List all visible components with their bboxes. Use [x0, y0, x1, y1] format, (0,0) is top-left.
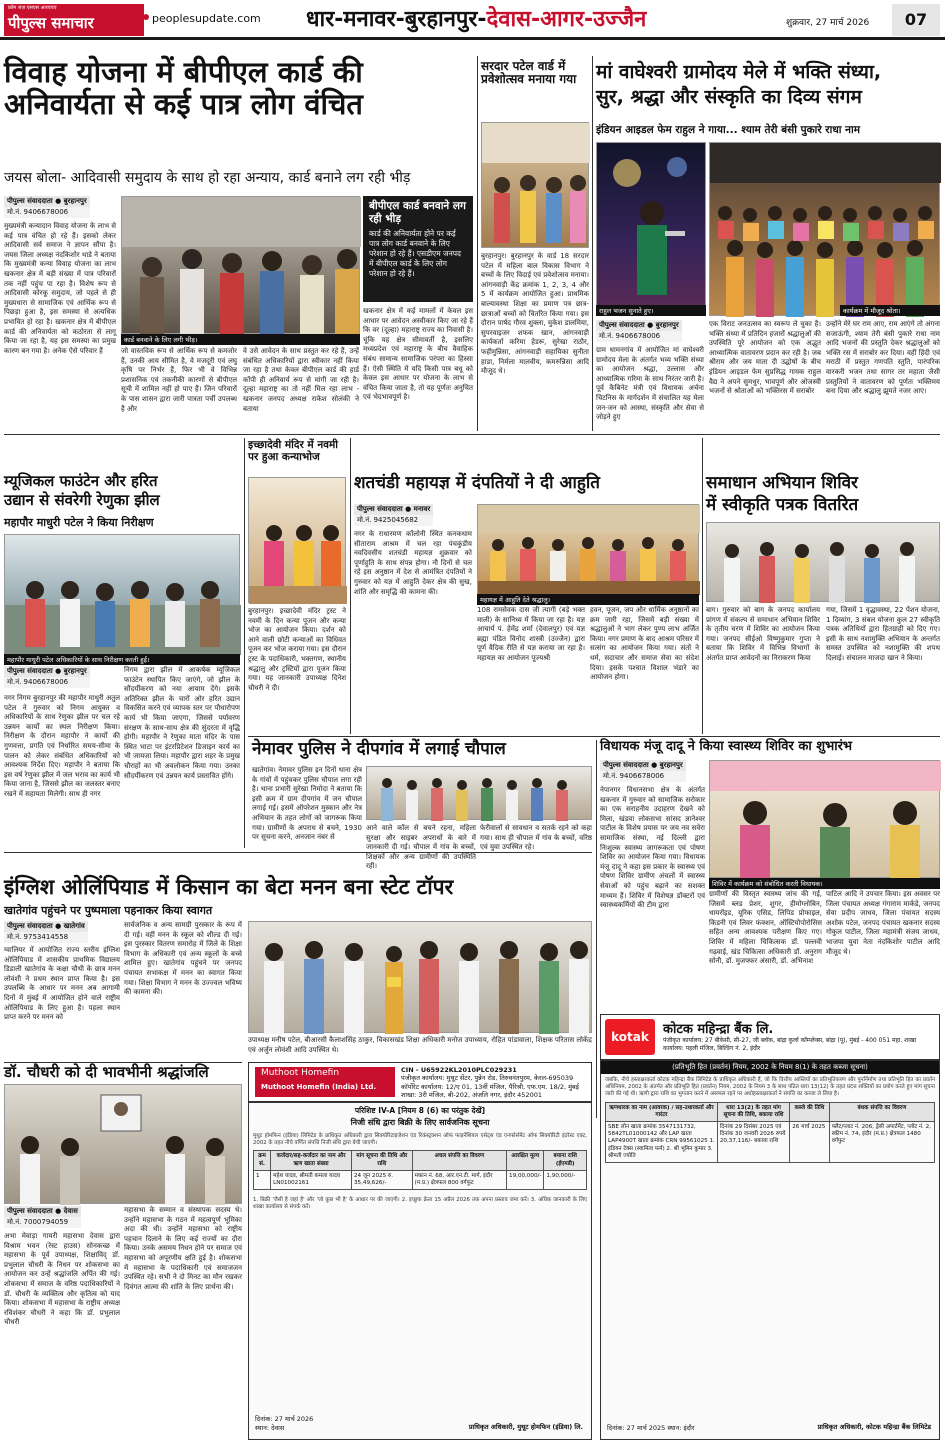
muthoot-notice-title: परिशिष्ट IV-A [नियम 8 (6) का परंतुक देखें]	[354, 1106, 486, 1115]
story6-column-2: 108 रामसेवक दास जी त्यागी (बड़े भक्त माली) के सानिध्य में किया जा रहा है। यज्ञ आचार्य पं. हेमेंद्र शर्मा (देवालपुर) एवं यज्ञ ब्रह्मा पंडित विनोद शास्त्री (उज्जैन) द्वारा पूर्ण वैदिक रीति से यज्ञ कराया जा रहा है। महायज्ञ का आयोजन पूज्यश्री	[477, 606, 585, 662]
story1-highlight-text: कार्ड की अनिवार्यता होने पर कई पात्र लोग कार्ड बनवाने के लिए परेशान हो रहे हैं। एसडीएम जनपद में बीपीएल कार्ड के लिए लोग परेशान हो रहे हैं।	[369, 229, 462, 278]
story4-byline-name: पीपुल्स संवाददाता ● बुरहानपुर	[4, 666, 90, 677]
website-link[interactable]: peoplesupdate.com	[152, 12, 261, 25]
kotak-logo: kotak	[605, 1019, 655, 1055]
kotak-header	[601, 1015, 939, 1061]
story3-headline-line2: सुर, श्रद्धा और संस्कृति का दिव्य संगम	[596, 86, 862, 108]
story9-headline: विधायक मंजू दादू ने किया स्वास्थ्य शिविर का शुभारंभ	[600, 739, 853, 754]
story6-column-3: हवन, पूजन, जप और धार्मिक अनुष्ठानों का क्रम जारी रहा, जिसमें बड़ी संख्या में श्रद्धालुओं ने भाग लेकर पुण्य लाभ अर्जित किया। नगर प्रमाण के बाद आश्रम परिसर में सत्संग का आयोजन किया गया। संतों ने धर्म, सदाचार और समाज सेवा का संदेश दिया। इसके पश्चात विशाल भंडारे का आयोजन होगा।	[590, 606, 699, 682]
story3-caption-2: कार्यक्रम में मौजूद श्रोता।	[840, 305, 940, 316]
story4-headline-line2: उद्यान से संवरेगी रेणुका झील	[4, 491, 160, 509]
story4-byline	[4, 666, 90, 688]
story7-photo	[706, 522, 940, 602]
story9-byline-mobile: मो.नं. 9406678006	[600, 771, 686, 782]
kotak-col-header: ऋणधारक का नाम (आवरक) / सह-उधारकर्ता और गारंटर	[606, 1102, 718, 1121]
story6-caption: महायज्ञ में आहुति देते श्रद्धालु।	[477, 594, 699, 605]
story3-column-3: उन्होंने मेरे घर राम आए, राम आएंगे तो अंगना सजाऊंगी, श्याम तेरी बंसी पुकारे राधा नाम आदि भजनों की प्रस्तुति देकर श्रद्धालुओं को भक्ति रस में सराबोर कर दिया। वहीं हिंदी एवं मराठी में प्रस्तुत गणपति स्तुति, पारंपरिक वारकरी भजन तथा सागर तर महाता जैसी प्रस्तुतियों ने वातावरण को पूर्णतः भक्तिमय बना दिया और श्रद्धालु झूमते नजर आए।	[826, 320, 940, 396]
story8-column-3: फेरीवालों से सावधान व सतर्क रहने को कहा गया। साथ ही चौपाल में गांव के बच्चों, वरिष्ठ एवं युवा उपस्थित रहे।	[480, 824, 592, 852]
story1-column-1: मुख्यमंत्री कन्यादान विवाह योजना के लाभ से कई पात्र वंचित हो रहे हैं। इसको लेकर आदिवासी सर्व समाज ने ज्ञापन सौंपा है। जयस जिला अध्यक्ष नंदकिशोर थाडे ने बताया कि मुख्यमंत्री कन्या विवाह योजना का लाभ खकनार क्षेत्र में बड़ी संख्या में पात्र परिवारों तक नहीं पहुंच पा रहा है। विशेष रूप से आदिवासी कोरकू समुदाय, जो पहले से ही मुख्यधारा से सामाजिक एवं आर्थिक रूप से पिछड़ा हुआ है, इस समस्या से अत्यधिक प्रभावित हो रहा है। खकनार क्षेत्र में बीपीएल कार्ड की अनिवार्यता को कठोरता से लागू किया जा रहा है, यह इस समस्या का प्रमुख कारण बन गया है। अनेक ऐसे परिवार हैं	[4, 222, 116, 355]
page-number: 07	[892, 4, 940, 36]
story4-subhead: महापौर माधुरी पटेल ने किया निरीक्षण	[4, 516, 154, 529]
story9-photo	[709, 760, 940, 878]
havan-illustration	[478, 505, 700, 595]
story4-headline	[4, 472, 240, 510]
story3-photo-singer	[596, 142, 706, 316]
story5-body: बुरहानपुर। इच्छादेवी मंदिर ट्रस्ट ने नवमी के दिन कन्या पूजन और कन्या भोज का आयोजन किया। दर्शन को आने वाली छोटी कन्याओं का विधिवत पूजन कर भोज कराया गया। इस दौरान ट्रस्ट के पदाधिकारी, भक्तगण, स्थानीय श्रद्धालु और ट्रस्टियों द्वारा पूजन किया गया। यह जानकारी उपाध्यक्ष दिनेश चौधरी ने दी।	[248, 607, 346, 692]
table-row	[254, 1170, 587, 1189]
muthoot-reg-office: पंजीकृत कार्यालय: मुथूट सेंटर, पुन्नेन रोड, तिरुवनंतपुरम, केरल-695039	[401, 1074, 574, 1083]
story9-column-2: ग्रामीणों की विस्तृत स्वास्थ्य जांच की गई, जिसमें ब्लड प्रेशर, शुगर, हीमोग्लोबिन, थायरॉइड, यूरिक एसिड, लिपिड प्रोफाइल, किडनी एवं लिवर फंक्शन, ऑस्टियोपोरोसिस सहित अन्य आवश्यक परीक्षण किए गए। शिविर में महिला चिकित्सक डॉ. पल्लवी गढ़वाई, खंड चिकित्सा अधिकारी डॉ. अनुराग सोनी, डॉ. मुजफ्फर अंसारी, डॉ. अभिनाश	[709, 890, 822, 966]
story1-byline-mobile: मो.नं. 9406678006	[4, 207, 90, 218]
kotak-bank-ad	[600, 1014, 940, 1440]
column-divider	[350, 438, 351, 734]
kotak-table	[605, 1102, 935, 1163]
story3-byline-mobile: मो.नं. 9406678006	[596, 331, 682, 342]
story1-subhead: जयस बोला- आदिवासी समुदाय के साथ हो रहा अन्याय, कार्ड बनाने लग रही भीड़	[4, 170, 411, 186]
story8-photo	[366, 766, 592, 820]
story11-byline-name: पीपुल्स संवाददाता ● देवास	[4, 1206, 81, 1217]
muthoot-info	[401, 1066, 579, 1100]
story8-column-2: आने वाले कॉल से बचने रहना, महिला सुरक्षा और साइबर अपराधों के बारे में जानकारी दी गई। चौपाल में गांव के बच्चों, शिक्षकों और अन्य ग्रामीणों की उपस्थिति रही।	[366, 824, 476, 871]
table-cell: 1,90,000/-	[544, 1170, 587, 1189]
row-divider	[4, 852, 592, 853]
muthoot-body: मुथूट होमफिन (इंडिया) लिमिटेड के प्राधिकृत अधिकारी द्वारा सिक्योरिटाइजेशन एंड रिकंस्ट्रक्शन ऑफ फाइनेंशियल एसेट्स एंड एनफोर्समेंट ऑफ सिक्योरिटी इंटरेस्ट एक्ट, 2002 के तहत नीचे वर्णित संपत्ति निजी संधि द्वारा बेची जाएगी।	[253, 1133, 587, 1147]
kotak-signatory: प्राधिकृत अधिकारी, कोटक महिन्द्रा बैंक लिमिटेड	[817, 1423, 931, 1431]
story4-column-1: नगर निगम बुरहानपुर की महापौर माधुरी अतुल पटेल ने गुरुवार को निगम आयुक्त व अधिकारियों के साथ रेणुका झील पर चल रहे उन्नयन कार्यों का स्थल निरीक्षण किया। निरीक्षण के दौरान महापौर ने कार्यों की गुणवत्ता, प्रगति एवं निर्धारित समय-सीमा के पालन को लेकर संबंधित अधिकारियों को आवश्यक निर्देश दिए। महापौर ने बताया कि इस वर्ष रेणुका झील में जल भराव का कार्य भी किया जाना है, जिससे झील का जलस्तर बनाए रखने में सहायता मिलेगी। साथ ही नगर	[4, 694, 120, 798]
muthoot-signatory: प्राधिकृत अधिकारी, मुथूट होमफिन (इंडिया) लि.	[468, 1423, 583, 1431]
kotak-col-header: कब्जे की तिथि	[790, 1102, 829, 1121]
story8-headline: नेमावर पुलिस ने दीपगांव में लगाई चौपाल	[252, 739, 506, 759]
issue-date: शुक्रवार, 27 मार्च 2026	[786, 18, 870, 28]
story1-byline-name: पीपुल्स संवाददाता ● बुरहानपुर	[4, 196, 90, 207]
masthead	[0, 0, 945, 40]
kotak-col-header: बंधक संपत्ति का विवरण	[829, 1102, 934, 1121]
muthoot-table	[253, 1150, 587, 1190]
story1-highlight-box	[363, 196, 473, 302]
muthoot-notes: 1. बिक्री 'जैसी है जहां है' और 'जो कुछ भी है' के आधार पर की जाएगी। 2. इच्छुक क्रेता 15 अप्रैल 2026 तक अपना प्रस्ताव जमा करें। 3. अधिक जानकारी के लिए शाखा कार्यालय से संपर्क करें।	[253, 1197, 587, 1211]
muthoot-cin: CIN - U65922KL2010PLC029231	[401, 1066, 517, 1074]
story4-caption: महापौर माधुरी पटेल अधिकारियों के साथ निरीक्षण करती हुईं।	[4, 654, 240, 665]
muthoot-homefin-ad	[248, 1062, 592, 1440]
children-illustration	[482, 123, 590, 249]
story6-byline-mobile: मो.नं. 9425045682	[354, 515, 433, 526]
table-cell: 19,00,000/-	[507, 1170, 544, 1189]
story4-headline-line1: म्यूजिकल फाउंटेन और हरित	[4, 472, 158, 490]
story11-photo	[4, 1084, 242, 1204]
story1-column-3: वे उसे आवेदन के साथ प्रस्तुत कर रहे हैं, उन्हें संबंधित अधिकारियों द्वारा स्वीकार नहीं किया जा रहा है तथा केवल बीपीएल कार्ड की हार्ड कॉपी ही अनिवार्य रूप से मांगी जा रही है। दूल्हा महाराष्ट्र का तो नहीं मिल रहा लाभ - खकनार जनपद अध्यक्ष राकेश सोलंकी ने बताया	[243, 347, 359, 413]
muthoot-logo-company: Muthoot Homefin (India) Ltd.	[261, 1083, 377, 1091]
muthoot-logo-text: Muthoot Homefin	[261, 1068, 340, 1078]
camp-illustration	[707, 523, 941, 603]
globe-icon	[143, 14, 149, 20]
story10-byline-mobile: मो.नं. 9753414558	[4, 932, 88, 943]
table-cell: महेश यादव, श्रीमती कमला यादव LN01002161	[271, 1170, 352, 1189]
muthoot-branch: शाखा: 3री मंजिल, बी-202, अंजलि नगर, इंदौर 452001	[401, 1091, 542, 1100]
story9-column-3: पाटिल आदि ने उपचार किया। इस अवसर पर जिला पंचायत अध्यक्ष गंगाराम मार्कडे, जनपद सेवा प्रदीप जाधव, जिला पंचायत सदस्य अशोक पटेल, जनपद पंचायत खकनार सदस्य गोकुल पाटील, जिला महामंत्री संजय जाधव, भाजपा युवा नेता नंदकिशोर पाटील आदि मौजूद थे।	[826, 890, 940, 956]
kotak-body: जबकि, नीचे हस्ताक्षरकर्ता कोटक महिन्द्रा बैंक लिमिटेड के प्राधिकृत अधिकारी हैं, जो कि वित्तीय आस्तियों का प्रतिभूतिकरण और पुनर्निर्माण तथा प्रतिभूति हित का प्रवर्तन अधिनियम, 2002 के अंतर्गत और प्रतिभूति हित (प्रवर्तन) नियम, 2002 के नियम 3 के साथ पठित धारा 13(12) के तहत प्रदत्त शक्तियों का प्रयोग करते हुए मांग सूचना जारी की गई थी। ऋणी द्वारा राशि का भुगतान करने में असफल रहने पर अधोहस्ताक्षरकर्ता ने संपत्ति का कब्जा ले लिया है।	[605, 1077, 935, 1098]
crowd-illustration	[122, 197, 361, 335]
story6-column-1: नगर के राधारमण कॉलोनी स्थित कनकधाम सीताराम आश्रम में चल रहा पंचकुंडीय नवदिवसीय शतचंडी महायज्ञ शुक्रवार को पूर्णाहुति के साथ संपन्न होगा। नौ दिनों से चल रहे इस अनुष्ठान में देश से आमंत्रित दंपतियों ने गुरुवार को यज्ञ में आहुति देकर क्षेत्र की सुख, शांति और समृद्धि की कामना की।	[354, 530, 472, 596]
table-cell: मकान नं. 68, आर.एन.टी. मार्ग, इंदौर (म.प्र.) क्षेत्रफल 800 वर्गफुट	[412, 1170, 506, 1189]
kotak-notice-title: (प्रतिभूति हित (प्रवर्तन) नियम, 2002 के नियम 8(1) के तहत कब्जा सूचना)	[601, 1061, 939, 1074]
story10-photo	[248, 921, 592, 1033]
story3-caption-1: राहुल भजन सुनाते हुए।	[596, 305, 706, 316]
muthoot-logo	[255, 1067, 395, 1097]
table-cell: फ्लैट/प्लाट नं. 206, ड्रेसी अपार्टमेंट, प्लॉट नं. 2, स्कीम नं. 74, इंदौर (म.प्र.) क्षेत्रफल 1480 वर्गफुट	[829, 1122, 934, 1163]
story5-photo	[248, 477, 346, 603]
muthoot-footer	[255, 1415, 313, 1433]
story1-headline	[4, 56, 474, 121]
muthoot-corp-office: कॉर्पोरेट कार्यालय: 12/ए 01, 13वीं मंजिल, पैरिश्री, एफ.एम. 18/2, मुंबई	[401, 1082, 579, 1091]
story3-headline-line1: मां वाघेश्वरी ग्रामोदय मेले में भक्ति संध्या,	[596, 61, 882, 83]
muthoot-date: दिनांक: 27 मार्च 2026	[255, 1415, 314, 1423]
story5-headline: इच्छादेवी मंदिर में नवमी पर हुआ कन्याभोज	[248, 439, 339, 463]
story1-column-4: खकनार क्षेत्र में कई मामलों में केवल इस आधार पर आवेदन अस्वीकार किए जा रहे हैं कि वर (दूल्हा) महाराष्ट्र राज्य का निवासी है। चूंकि यह क्षेत्र सीमावर्ती है, इसलिए मध्यप्रदेश एवं महाराष्ट्र के बीच वैवाहिक संबंध सामान्य सामाजिक परंपरा का हिस्सा हैं। ऐसी स्थिति में यदि किसी पात्र बधू को केवल इस आधार पर योजना के लाभ से वंचित किया जाता है, तो यह पूर्णतः अनुचित एवं भेदभावपूर्ण है।	[363, 307, 473, 402]
story10-subhead: खातेगांव पहुंचने पर पुष्पमाला पहनाकर किया स्वागत	[4, 904, 213, 917]
story6-photo	[477, 504, 699, 594]
muthoot-col-header: क्रम सं.	[254, 1151, 271, 1170]
story7-column-1: बाग। गुरुवार को बाग के जनपद कार्यालय प्रांगण में संकल्प से समाधान अभियान शिविर के तृतीय चरण में शिविर का आयोजन किया गया। जनपद सीईओ विष्णुकुमार गुप्ता ने बताया कि शिविर में विभिन्न विभागों के अंतर्गत प्राप्त आवेदनों का निराकरण किया	[706, 606, 820, 662]
kotak-col-header: धारा 13(2) के तहत मांग सूचना की तिथि, बकाया राशि	[717, 1102, 789, 1121]
column-divider	[592, 56, 593, 431]
table-cell: 26 मार्च 2025	[790, 1122, 829, 1163]
tribute-meeting-illustration	[5, 1085, 243, 1205]
story10-byline-name: पीपुल्स संवाददाता ● खातेगांव	[4, 921, 88, 932]
column-divider	[596, 740, 597, 1118]
kotak-footer: दिनांक: 27 मार्च 2025 स्थान: इंदौर	[607, 1424, 695, 1432]
story3-photo-audience	[709, 142, 940, 316]
row-divider	[248, 736, 940, 737]
story1-headline-line2: अनिवार्यता से कई पात्र लोग वंचित	[4, 87, 363, 122]
muthoot-col-header: मांग सूचना की तिथि और राशि	[351, 1151, 412, 1170]
story1-photo	[121, 196, 360, 334]
story7-headline-line2: में स्वीकृति पत्रक वितरित	[706, 495, 859, 515]
story11-column-2: महासभा के सम्मान व संस्थापक सदस्य थे। उन्होंने महासभा के गठन में महत्वपूर्ण भूमिका अदा की थी। उन्होंने महासभा को राष्ट्रीय पहचान दिलाने के लिए कई राज्यों का दौरा किया। उनके असमय निधन होने पर समाज एवं महासभा को अपूरणीय क्षति हुई है। शोकसभा में महासभा के पदाधिकारी एवं समाजजन उपस्थित रहे। सभी ने दो मिनट का मौन रखकर दिवंगत आत्मा की शांति के लिए प्रार्थना की।	[124, 1206, 242, 1291]
story10-column-2: सार्वजनिक व अन्य सामग्री पुरस्कार के रूप में दी गई। वहीं मनन के स्कूल को शील्ड दी गई। इस पुरस्कार वितरण समारोह में जिले के शिक्षा विभाग के अधिकारी एवं अन्य स्कूलों के बच्चे शामिल हुए। खातेगांव पहुंचने पर जनपद पंचायत सभाकक्ष में मनन का स्वागत किया गया। शिक्षा विभाग ने मनन के उज्ज्वल भविष्य की कामना की।	[124, 921, 242, 997]
story2-body: बुरहानपुर। बुरहानपुर के वार्ड 18 सरदार पटेल में महिला बाल विकास विभाग ने बच्चों के लिए विदाई एवं प्रवेशोत्सव मनाया। आंगनवाड़ी केंद्र क्रमांक 1, 2, 3, 4 और 5 में कार्यक्रम आयोजित हुआ। प्राथमिक बाल्यावस्था शिक्षा का प्रमाण पत्र छात्र-छात्राओं बच्चों को वितरित किया गया। इस दौरान पार्षद गौरव शुक्ला, मुकेश डालमिया, सुपरवाइजर शफक खान, आंगनवाड़ी कार्यकर्ता करिमा हेडरू, सुरेखा राठौर, फहीमुन्निसा, आंगनवाड़ी सहायिका सुनीता हाडा, निर्मला मालवीय, कमरुन्निसा आदि मौजूद थे।	[481, 252, 589, 376]
story2-headline: सरदार पटेल वार्ड में प्रवेशोत्सव मनाया गया	[481, 59, 577, 87]
story11-byline-mobile: मो.नं. 7000794059	[4, 1217, 81, 1228]
story1-headline-line1: विवाह योजना में बीपीएल कार्ड की	[4, 55, 363, 89]
table-cell: दिनांक 29 दिसंबर 2025 एवं दिनांक 30 जनवरी 2026 रुपये 20,37,116/- बकाया राशि	[717, 1122, 789, 1163]
felicitation-illustration	[249, 922, 593, 1034]
story9-byline	[600, 760, 686, 782]
story1-photo-caption: कार्ड बनवाने के लिए लगी भीड़।	[121, 334, 360, 345]
kotak-bank-name: कोटक महिन्द्रा बैंक लि.	[663, 1022, 774, 1037]
table-row	[606, 1122, 935, 1163]
story3-column-2: एक विराट जनउत्सव का स्वरूप ले चुका है। भक्ति संध्या में प्रतिदिन हजारों श्रद्धालुओं की उपस्थिति पूरे आयोजन को एक अद्भुत आध्यात्मिक वातावरण प्रदान कर रही है। जब श्रीराम और जय माता दी उद्घोषों के बीच इंडियन आइडल फेम सुप्रसिद्ध गायक राहुल वैद्य ने अपने सुमधुर, भावपूर्ण और ओजस्वी भजनों से श्रोताओं को भक्तिरस में सराबोर	[709, 320, 821, 396]
story10-caption: उपाध्यक्ष मनीष पटेल, बीआरसी कैलाशसिंह ठाकुर, विकासखंड शिक्षा अधिकारी मनोज उपाध्याय, रोहित पांडावाला, शिक्षक परितास लोकेंद्र एवं अर्जुन लोवंशी आदि उपस्थित थे।	[248, 1036, 592, 1054]
story6-headline: शतचंडी महायज्ञ में दंपतियों ने दी आहुति	[354, 473, 600, 493]
story1-highlight-title: बीपीएल कार्ड बनवाने लग रही भीड़	[369, 200, 466, 225]
kanya-bhoj-illustration	[249, 478, 347, 604]
story7-column-2: गया, जिसमें 1 वृद्धावस्था, 22 पेंशन योजना, 1 दिव्यांग, 3 संबल योजना कुल 27 स्वीकृति पत्रक अतिथियों द्वारा हितग्राही को दिए गए। इसी के साथ नशामुक्ति अभियान के अन्तर्गत समस्त उपस्थित को नशामुक्ति की शपथ दिलाई। संचालन माजदा खान ने किया।	[826, 606, 940, 662]
story4-column-2: निगम द्वारा झील में आकर्षक म्यूजिकल फाउंटेन स्थापित किए जाएंगे, जो झील के सौंदर्यीकरण को नया आयाम देंगे। इसके अतिरिक्त झील के चारों ओर हरित उद्यान विकसित करने एवं व्यापक स्तर पर पौधारोपण कार्य भी किया जाएगा, जिससे पर्यावरण संरक्षण के साथ-साथ क्षेत्र की सुंदरता में वृद्धि होगी। महापौर ने रेणुका माता मंदिर के पास स्थित भाटा पर इंटरप्रिटेशन डिजाइन कार्य का भी जायजा लिया। महापौर द्वारा शहर के प्रमुख चौराहों का भी अवलोकन किया गया। उनका सौंदर्यीकरण एवं उन्नयन कार्य प्रस्तावित होंगे।	[124, 666, 240, 780]
story8-column-1: खातेगांव। नेमावर पुलिस इन दिनों थाना क्षेत्र के गांवों में पहुंचकर पुलिस चौपाल लगा रही है। थाना प्रभारी सुरेखा निमोदा ने बताया कि इसी क्रम में ग्राम दीपगांव में जन चौपाल लगाई गई। इसमें ऑपरेशन मुस्कान और नेत्र अभियान के तहत लोगों को जागरूक किया गया। ग्रामीणों के अपराध से बचने, 1930 पर सूचना करने, अनजान नंबर से	[252, 766, 362, 842]
story6-byline	[354, 504, 433, 526]
logo-text: पीपुल्स समाचार	[8, 14, 94, 32]
chaupal-illustration	[367, 767, 593, 821]
singer-illustration	[597, 143, 707, 317]
column-divider	[477, 56, 478, 431]
table-cell: SBE लोन खाता क्रमांक 3547131732, 5842TL01000142 और LAP खाता LAP4900T खाता क्रमांक CRN 99561025 1. इंडियन टेक्स (स्वामित्व फर्म) 2. श्री भूमिन कुमार 3. श्रीमती ज्योति	[606, 1122, 718, 1163]
muthoot-sub-title: निजी संधि द्वारा बिक्री के लिए सार्वजनिक सूचना	[350, 1118, 490, 1127]
column-divider	[244, 438, 245, 848]
story4-byline-mobile: मो.नं. 9406678006	[4, 677, 90, 688]
story11-column-1: अभा मेवाड़ा गायरी महासभा देवास द्वारा विश्राम भवन (रेस्ट हाउस) सोनकच्छ में महासभा के पूर्व उपाध्यक्ष, शिक्षाविद् डॉ. प्रभुलाल चौधरी के निधन पर शोकसभा का आयोजन कर उन्हें श्रद्धांजलि अर्पित की गई। शोकसभा में समाज के वरिष्ठ पदाधिकारियों ने डॉ. चौधरी के व्यक्तित्व और कृतित्व को याद किया। शोकसभा में महासभा के राष्ट्रीय अध्यक्ष रविशंकर चौधरी ने कहा कि डॉ. प्रभुलाल चौधरी	[4, 1232, 120, 1327]
audience-illustration	[710, 143, 941, 317]
story2-photo	[481, 122, 589, 248]
muthoot-header	[249, 1063, 591, 1103]
story9-byline-name: पीपुल्स संवाददाता ● बुरहानपुर	[600, 760, 686, 771]
story10-column-1: ग्वालियर में आयोजित राज्य स्तरीय इंग्लिश ओलिंपियाड में शासकीय प्राथमिक विद्यालय डिडाली खातेगांव के कक्षा चौथी के छात्र मनन लोवंशी ने प्रथम स्थान प्राप्त किया है। इस उपलब्धि के आधार पर मनन अब आगामी दिनों में मुंबई में आयोजित होने वाले राष्ट्रीय ओलिंपियाड के लिए हुआ है। पहला स्थान प्राप्त करने पर मनन को	[4, 946, 120, 1022]
table-cell: 1	[254, 1170, 271, 1189]
story3-column-1: ग्राम धामनगांव में आयोजित मां वाघेश्वरी ग्रामोदय मेला के अंतर्गत भव्य भक्ति संध्या का आयोजन श्रद्धा, उल्लास और आध्यात्मिक गरिमा के साथ निरंतर जारी है। पूर्व कैबिनेट मंत्री एवं विधायक अर्चना चिटनिस के मार्गदर्शन में संचालित यह मेला जन-जन को आस्था, संस्कृति और सेवा से जोड़ने हुए	[596, 346, 704, 422]
logo-tagline: फ्रॉम जज़ एसएस आरएचए	[8, 5, 57, 11]
section-title	[306, 4, 646, 36]
story4-photo	[4, 534, 240, 654]
table-cell: 24 जून 2025 रु. 35,49,626/-	[351, 1170, 412, 1189]
story3-byline	[596, 320, 682, 342]
lake-inspection-illustration	[5, 535, 241, 655]
section-title-part1: धार-मनावर-बुरहानपुर-	[306, 7, 487, 32]
muthoot-col-header: कर्जदार/सह-कर्जदार का नाम और ऋण खाता संख्या	[271, 1151, 352, 1170]
story3-byline-name: पीपुल्स संवाददाता ● बुरहानपुर	[596, 320, 682, 331]
story3-subhead: इंडियन आइडल फेम राहुल ने गाया... श्याम तेरी बंसी पुकारे राधा नाम	[596, 124, 860, 136]
story3-headline	[596, 60, 940, 110]
muthoot-col-header: बयाना राशि (ईएमडी)	[544, 1151, 587, 1170]
muthoot-col-header: आरक्षित मूल्य	[507, 1151, 544, 1170]
muthoot-col-header: अचल संपत्ति का विवरण	[412, 1151, 506, 1170]
muthoot-place: स्थान: देवास	[255, 1424, 285, 1432]
newspaper-logo	[4, 4, 144, 36]
row-divider	[4, 434, 940, 435]
story7-headline-line1: समाधान अभियान शिविर	[706, 473, 859, 493]
story10-headline: इंग्लिश ओलिंपियाड में किसान का बेटा मनन बना स्टेट टॉपर	[4, 875, 454, 899]
kotak-address: पंजीकृत कार्यालय: 27 बीकेसी, सी-27, जी ब्लॉक, बांद्रा कुर्ला कॉम्प्लेक्स, बांद्रा (पू), मुंबई - 400 051 महा. शाखा कार्यालय: पहली मंजिल, बिल्डिंग नं. 2, इंदौर	[663, 1037, 917, 1052]
story10-byline	[4, 921, 88, 943]
story11-byline	[4, 1206, 81, 1228]
story11-headline: डॉ. चौधरी को दी भावभीनी श्रद्धांजलि	[4, 1063, 209, 1081]
story6-byline-name: पीपुल्स संवाददाता ● मनावर	[354, 504, 433, 515]
section-title-part2: देवास-आगर-उज्जैन	[486, 7, 647, 32]
story9-caption: शिविर में कार्यक्रम को संबोधित करती विधायक।	[709, 878, 940, 889]
story1-column-2: जो वास्तविक रूप से आर्थिक रूप से कमजोर हैं, उनकी आय सीमित है, वे मजदूरी एवं लघु कृषि पर निर्भर हैं, फिर भी वे विभिन्न प्रशासनिक एवं तकनीकी कारणों से बीपीएल सूची में शामिल नहीं हो पाए हैं। जिन परिवारों के पास शासन द्वारा जारी पात्रता पर्ची उपलब्ध है और	[121, 347, 237, 413]
story1-byline	[4, 196, 90, 218]
health-camp-illustration	[710, 761, 941, 879]
story9-column-1: नेपानगर विधानसभा क्षेत्र के अंतर्गत खकनार में गुरुवार को सामाजिक सरोकार का एक सराहनीय उदाहरण देखने को मिला, खंडवा लोकसभा सांसद ज्ञानेश्वर पाटील के विशेष प्रयास पर जय नव सवेरा सामाजिक संस्था, नई दिल्ली द्वारा निःशुल्क स्वास्थ्य जागरूकता एवं पोषण शिविर का आयोजन किया गया। विधायक मंजू दादू ने कहा इस प्रकार के स्वास्थ्य एवं पोषण शिविर ग्रामीण अंचलों में स्वास्थ्य सेवाओं को पहुंच बढ़ाने का सशक्त माध्यम हैं। शिविर में विशेषज्ञ डॉक्टरों एवं स्वास्थ्यकर्मियों की टीम द्वारा	[600, 786, 705, 910]
column-divider	[702, 438, 703, 734]
story7-headline	[706, 472, 940, 516]
